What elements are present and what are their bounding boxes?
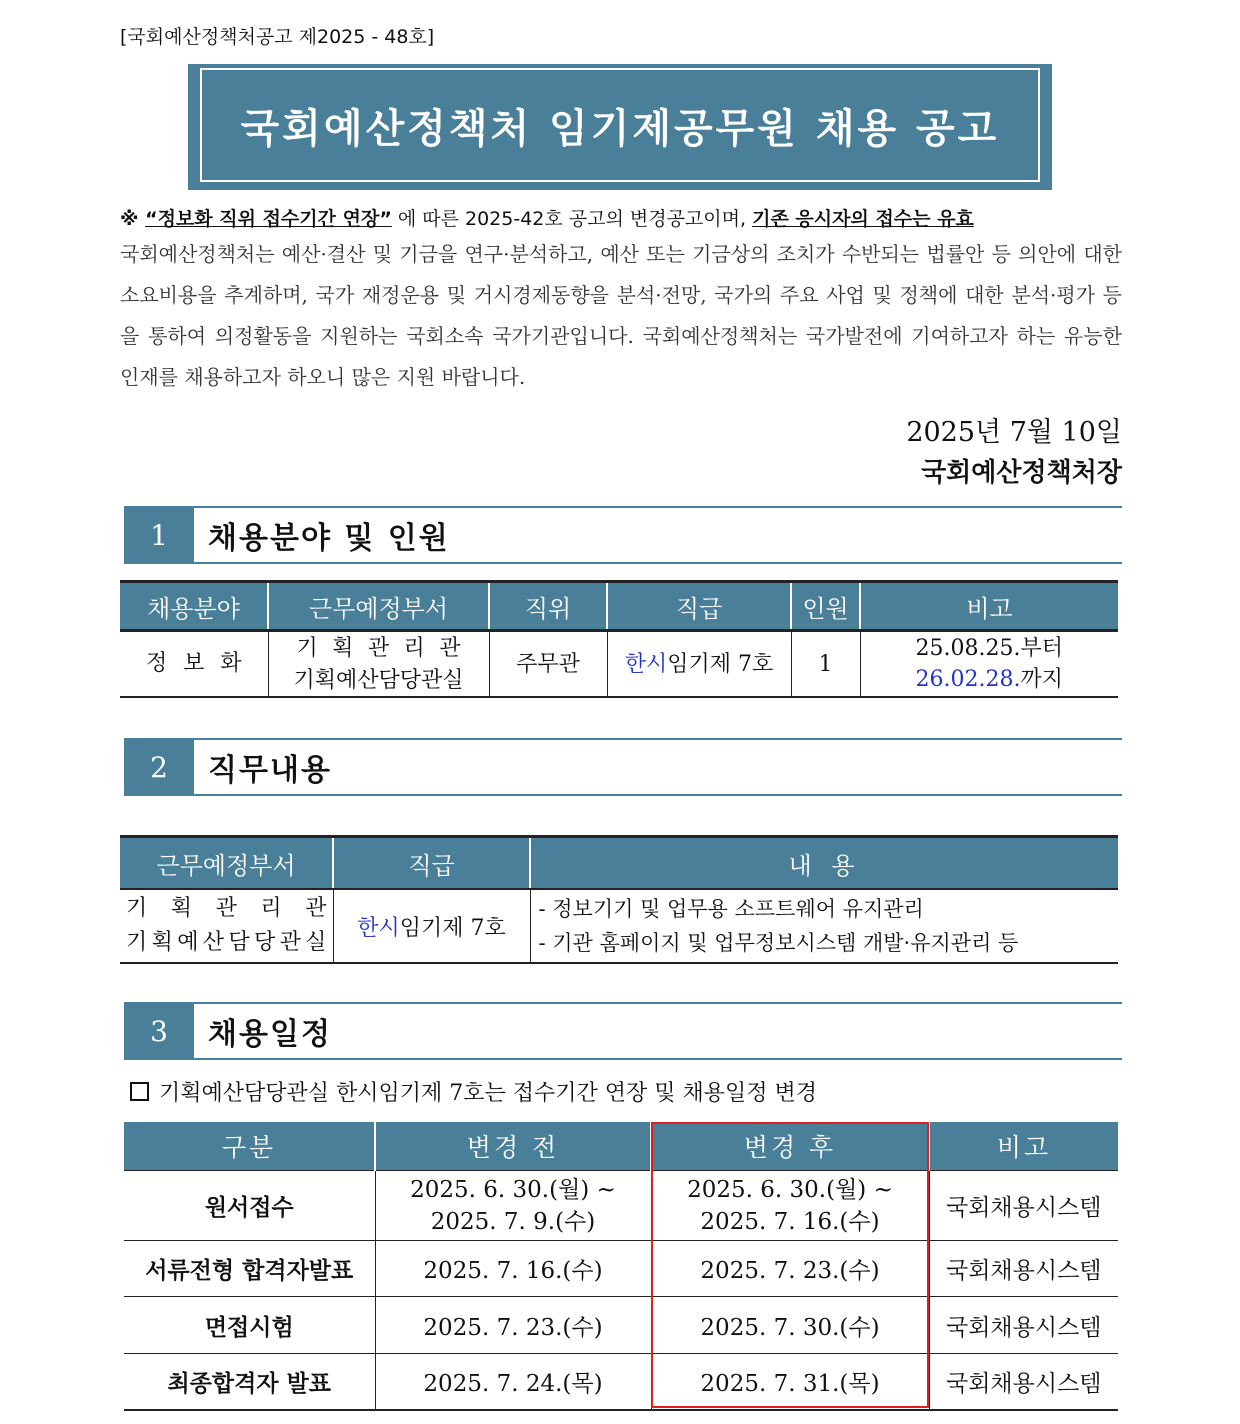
recruit-table — [120, 580, 1118, 698]
schedule-label: 면접시험 — [124, 1297, 375, 1354]
notice-date: 2025년 7월 10일 — [906, 417, 1122, 448]
schedule-before: 2025. 7. 16.(수) — [375, 1241, 651, 1297]
schedule-note: 국회채용시스템 — [929, 1354, 1118, 1410]
intro-paragraph: 국회예산정책처는 예산·결산 및 기금을 연구·분석하고, 예산 또는 기금상의 조치가 수반되는 법률안 등 의안에 대한 소요비용을 추계하며, 국가 재정운용 및 거시경제동향을 분석·전망, 국가의 주요 사업 및 정책에 대한 분석·평가 등을 통하여 의정활동을 지원하는 국회소속 국가기관입니다. 국회예산정책처는 국가발전에 기여하고자 하는 유능한 인재를 채용하고자 하오니 많은 지원 바랍니다. — [120, 242, 1122, 389]
section-label: 직무내용 — [208, 753, 332, 788]
schedule-after: 2025. 7. 23.(수) — [651, 1241, 929, 1297]
table-header: 근무예정부서 — [268, 582, 489, 631]
schedule-before: 2025. 7. 23.(수) — [375, 1297, 651, 1354]
section-label: 채용분야 및 인원 — [208, 521, 450, 556]
schedule-table — [124, 1122, 1118, 1411]
table-header: 직위 — [489, 582, 607, 631]
note-cell: 25.08.25.부터 26.02.28.까지 — [860, 631, 1118, 698]
schedule-after: 2025. 7. 30.(수) — [651, 1297, 929, 1354]
schedule-after: 2025. 7. 31.(목) — [651, 1354, 929, 1410]
notice-number: [국회예산정책처공고 제2025 - 48호] — [120, 26, 435, 48]
schedule-note: 국회채용시스템 — [929, 1241, 1118, 1297]
table-row — [124, 1354, 1118, 1410]
count-cell: 1 — [791, 631, 860, 698]
table-row — [124, 1171, 1118, 1241]
change-note: ※ “정보화 직위 접수기간 연장” 에 따른 2025-42호 공고의 변경공고이며, 기존 응시자의 접수는 유효 — [120, 208, 974, 230]
table-header: 인원 — [791, 582, 860, 631]
section-header-3 — [124, 1002, 1122, 1060]
schedule-label: 서류전형 합격자발표 — [124, 1241, 375, 1297]
table-header: 내 용 — [530, 837, 1118, 890]
title-banner — [188, 64, 1052, 190]
table-row — [120, 889, 1118, 963]
square-bullet-icon — [130, 1082, 149, 1101]
section-number: 1 — [124, 508, 194, 562]
table-header: 변경 전 — [375, 1122, 651, 1171]
dept-cell: 기 획 관 리 관 기 획 예 산 담 당 관 실 — [120, 889, 333, 963]
page-title: 국회예산정책처 임기제공무원 채용 공고 — [240, 105, 1000, 152]
schedule-note: 국회채용시스템 — [929, 1171, 1118, 1241]
table-header: 비고 — [929, 1122, 1118, 1171]
table-row — [124, 1241, 1118, 1297]
dept-cell: 기 획 관 리 관 기획예산담당관실 — [268, 631, 489, 698]
table-header: 직급 — [607, 582, 791, 631]
section-number: 2 — [124, 740, 194, 794]
position-cell: 주무관 — [489, 631, 607, 698]
section-header-2 — [124, 738, 1122, 796]
table-row — [124, 1297, 1118, 1354]
schedule-label: 원서접수 — [124, 1171, 375, 1241]
field-cell: 정 보 화 — [120, 631, 268, 698]
schedule-before: 2025. 7. 24.(목) — [375, 1354, 651, 1410]
duty-table — [120, 835, 1118, 964]
table-header: 변경 후 — [651, 1122, 929, 1171]
section-header-1 — [124, 506, 1122, 564]
table-row — [120, 631, 1118, 698]
table-header: 근무예정부서 — [120, 837, 333, 890]
schedule-note: 기획예산담당관실 한시임기제 7호는 접수기간 연장 및 채용일정 변경 — [130, 1076, 817, 1107]
table-header: 채용분야 — [120, 582, 268, 631]
schedule-before: 2025. 6. 30.(월) ~ 2025. 7. 9.(수) — [375, 1171, 651, 1241]
schedule-after: 2025. 6. 30.(월) ~ 2025. 7. 16.(수) — [651, 1171, 929, 1241]
signer: 국회예산정책처장 — [921, 458, 1122, 488]
schedule-note: 국회채용시스템 — [929, 1297, 1118, 1354]
section-number: 3 — [124, 1004, 194, 1058]
grade-cell: 한시임기제 7호 — [333, 889, 530, 963]
schedule-label: 최종합격자 발표 — [124, 1354, 375, 1410]
duty-cell: - 정보기기 및 업무용 소프트웨어 유지관리 - 기관 홈페이지 및 업무정보시스템 개발·유지관리 등 — [530, 889, 1118, 963]
table-header: 직급 — [333, 837, 530, 890]
table-header: 구분 — [124, 1122, 375, 1171]
table-header: 비고 — [860, 582, 1118, 631]
grade-cell: 한시임기제 7호 — [607, 631, 791, 698]
section-label: 채용일정 — [208, 1017, 332, 1052]
